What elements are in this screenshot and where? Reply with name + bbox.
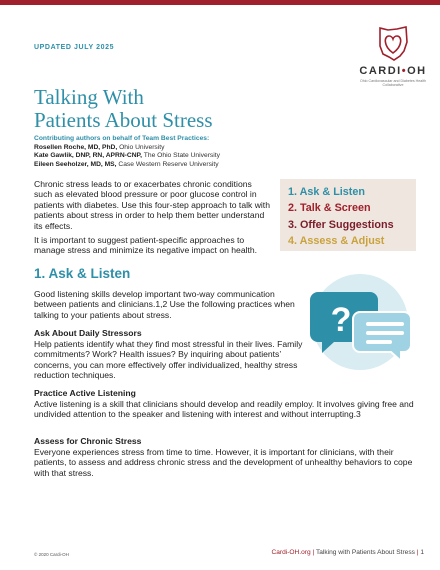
heart-ohio-icon — [373, 24, 413, 64]
footer-copyright: © 2020 Cardi-OH — [34, 552, 69, 557]
intro-paragraph-1: Chronic stress leads to or exacerbates chronic conditions such as elevated blood pressure or poor glucose control in patients with diabetes. Use this four-step approach to talk with patients about stress in order to help them better understand its effects. — [34, 179, 270, 231]
section-heading: 1. Ask & Listen — [34, 266, 131, 281]
author-line: Eileen Seeholzer, MD, MS, Case Western Reserve University — [34, 160, 219, 168]
footer-doc-title: Talking with Patients About Stress — [315, 549, 415, 556]
cardi-oh-logo — [353, 24, 433, 86]
chronic-stress-text: Everyone experiences stress from time to time. However, it is important for clinicians, with their patients, to assess and address chronic stress and the development of unhealthy behaviors to cope with that stress. — [34, 447, 413, 478]
title-line-2: Patients About Stress — [34, 108, 213, 132]
intro-text — [34, 179, 270, 260]
author-line: Kate Gawlik, DNP, RN, APRN-CNP, The Ohio State University — [34, 152, 220, 160]
footer-separator: | — [312, 549, 315, 556]
chat-bubbles-icon — [300, 270, 420, 375]
active-listening-text: Active listening is a skill that clinicians should develop and readily employ. It involves giving free and undivided attention to the speaker and listening with interest and without interrupting.3 — [34, 399, 414, 420]
subheading-active-listening: Practice Active Listening — [34, 388, 136, 398]
footer-separator: | — [416, 549, 419, 556]
footer-site-link[interactable]: Cardi-OH.org — [271, 549, 311, 556]
authors-block — [34, 135, 314, 169]
svg-text:?: ? — [330, 301, 352, 339]
subheading-daily-stressors: Ask About Daily Stressors — [34, 328, 142, 338]
updated-date: UPDATED JULY 2025 — [34, 44, 115, 51]
daily-stressors-text: Help patients identify what they find most stressful in their lives. Family commitments? Work? Health issues? By inquiring about patients’ concerns, you can more effectively offer individualized, healthy stress reduction techniques. — [34, 339, 303, 381]
step-1: 1. Ask & Listen — [288, 186, 366, 198]
logo-tagline: Ohio Cardiovascular and Diabetes Health Collaborative — [359, 79, 427, 87]
steps-box — [280, 179, 416, 251]
author-line: Rosellen Roche, MD, PhD, Ohio University — [34, 143, 165, 151]
intro-paragraph-2: It is important to suggest patient-specific approaches to manage stress and minimize its negative impact on health. — [34, 235, 258, 256]
page-title — [34, 86, 213, 132]
top-accent-bar — [0, 0, 440, 5]
logo-wordmark: CARDI•OH — [359, 65, 427, 77]
step-2: 2. Talk & Screen — [288, 202, 371, 215]
subheading-chronic-stress: Assess for Chronic Stress — [34, 436, 142, 446]
authors-heading: Contributing authors on behalf of Team Best Practices: — [34, 135, 210, 142]
footer-page-number: 1 — [420, 549, 424, 556]
title-line-1: Talking With — [34, 85, 144, 109]
section-intro: Good listening skills develop important two-way communication between patients and clinicians.1,2 Use the following practices when talking to your patients about stress. — [34, 289, 295, 320]
step-3: 3. Offer Suggestions — [288, 218, 394, 231]
step-4: 4. Assess & Adjust — [288, 235, 385, 248]
footer-right — [271, 549, 424, 556]
